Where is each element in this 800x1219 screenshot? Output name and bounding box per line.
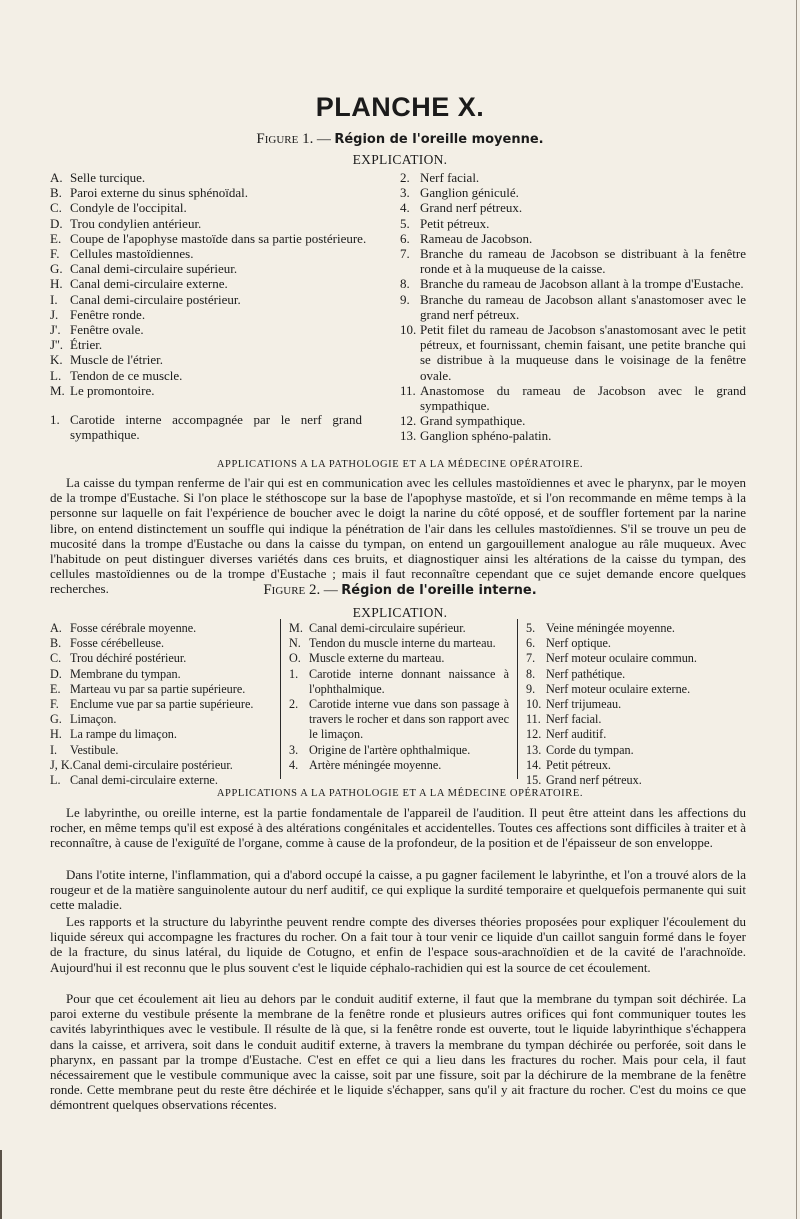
- figure2-dash: —: [323, 583, 338, 598]
- legend-key: F.: [50, 246, 60, 262]
- legend-key: D.: [50, 666, 62, 681]
- legend-item: [526, 743, 746, 758]
- legend-key: 1.: [289, 666, 299, 681]
- legend-item: [526, 697, 746, 712]
- legend-text: Ganglion géniculé.: [420, 185, 519, 201]
- figure2-legend-col2: [289, 621, 509, 773]
- legend-key: 9.: [526, 681, 536, 696]
- legend-item: [50, 170, 390, 185]
- legend-text: Petit filet du rameau de Jacobson s'anastomosant avec le petit pétreux, et fournissant, chemin faisant, une petite branche qui se distribue à la muqueuse dans le voisinage de la fenêtre ovale.: [420, 322, 746, 383]
- legend-item: [50, 636, 272, 651]
- legend-text: Nerf facial.: [546, 712, 602, 727]
- legend-item: [289, 636, 509, 651]
- legend-text: Canal demi-circulaire supérieur.: [309, 621, 466, 635]
- plate-title: PLANCHE X.: [315, 92, 485, 122]
- legend-item: [526, 773, 746, 788]
- figure1-applications-heading: APPLICATIONS A LA PATHOLOGIE ET A LA MÉDECINE OPÉRATOIRE.: [216, 459, 584, 470]
- legend-text: Marteau vu par sa partie supérieure.: [70, 681, 246, 696]
- legend-key: 8.: [400, 276, 410, 292]
- legend-item: [50, 621, 272, 636]
- legend-text: Grand sympathique.: [420, 413, 526, 429]
- legend-item: [526, 651, 746, 666]
- legend-text: Carotide interne donnant naissance à l'ophthalmique.: [309, 666, 509, 696]
- legend-text: Artère méningée moyenne.: [309, 757, 442, 772]
- legend-text: Corde du tympan.: [546, 742, 634, 757]
- legend-key: 1.: [50, 412, 60, 427]
- legend-key: 15.: [526, 773, 542, 788]
- legend-text: Tendon de ce muscle.: [70, 367, 183, 383]
- legend-item: [50, 682, 272, 697]
- legend-text: Grand nerf pétreux.: [420, 200, 523, 216]
- legend-text: Nerf moteur oculaire externe.: [546, 681, 691, 696]
- legend-item: [400, 322, 746, 383]
- legend-key: 7.: [400, 246, 410, 262]
- legend-item: [50, 276, 390, 291]
- legend-key: 5.: [526, 621, 536, 635]
- legend-key: E.: [50, 681, 61, 696]
- figure2-paragraph-4: Pour que cet écoulement ait lieu au dehors par le conduit auditif externe, il faut que la membrane du tympan soit déchirée. La paroi externe du vestibule présente la membrane de la fenêtre ronde et plusieurs autres orifices qui font communiquer toutes les cavités labyrinthiques avec le vestibule. Il résulte de là que, si la fenêtre ronde est ouverte, tout le liquide labyrinthique s'échappera dans la caisse, et arrivera, soit dans le conduit auditif externe, à travers la membrane du tympan déchirée ou perforée, soit dans le pharynx, en passant par la trompe d'Eustache. C'est en effet ce qui a lieu dans les fractures du rocher. Mais pour cela, il faut nécessairement que le vestibule communique avec la caisse, soit par une fissure, soit par la déchirure de la membrane de la fenêtre ronde. Cette membrane peut du reste être déchirée et le liquide s'échapper, sans qu'il y ait fracture du rocher. C'est du moins ce que démontrent quelques observations récentes.: [50, 991, 746, 1113]
- legend-key: 2.: [289, 697, 299, 712]
- legend-text: Petit pétreux.: [420, 215, 490, 231]
- figure1-label: Figure 1.: [256, 131, 314, 147]
- legend-key: 6.: [400, 230, 410, 246]
- legend-key: J''.: [50, 337, 63, 353]
- legend-item: [50, 743, 272, 758]
- legend-item: [50, 712, 272, 727]
- legend-key: 11.: [526, 712, 541, 727]
- figure2-paragraph-1: Le labyrinthe, ou oreille interne, est la partie fondamentale de l'appareil de l'audition. Il peut être atteint dans les affections du rocher, en même temps qu'il est exposé à des altérations congénitales et accidentelles. Toutes ces affections sont difficiles à traiter et à reconnaître, à cause de l'exiguïté de l'organe, comme à cause de la profondeur, de la position et de l'épaisseur de son enveloppe.: [50, 805, 746, 851]
- legend-text: Origine de l'artère ophthalmique.: [309, 742, 471, 757]
- legend-text: Condyle de l'occipital.: [70, 200, 187, 216]
- legend-item: [400, 383, 746, 413]
- legend-item: [289, 651, 509, 666]
- legend-item: [400, 216, 746, 231]
- figure2-title: [0, 582, 800, 599]
- legend-key: 4.: [289, 757, 299, 772]
- legend-text: Anastomose du rameau de Jacobson avec le grand sympathique.: [420, 382, 746, 414]
- legend-text: Canal demi-circulaire postérieur.: [70, 291, 241, 307]
- figure2-heading: Région de l'oreille interne.: [341, 583, 537, 598]
- legend-key: D.: [50, 215, 63, 231]
- legend-text: Selle turcique.: [70, 170, 146, 185]
- legend-item: [526, 682, 746, 697]
- legend-text: Membrane du tympan.: [70, 666, 181, 681]
- legend-item: [50, 758, 272, 773]
- legend-key: N.: [289, 636, 301, 651]
- legend-key: 10.: [400, 322, 417, 338]
- legend-item: [400, 428, 746, 443]
- figure2-paragraph-2: Dans l'otite interne, l'inflammation, qui a d'abord occupé la caisse, a pu gagner facilement le labyrinthe, et l'on a trouvé alors de la rougeur et de la matière sanguinolente autour du nerf auditif, ce qui explique la surdité temporaire et quelquefois permanente qui suit cette maladie.: [50, 867, 746, 913]
- figure1-dash: —: [316, 132, 331, 147]
- legend-key: G.: [50, 712, 62, 727]
- legend-text: Cellules mastoïdiennes.: [70, 246, 194, 262]
- legend-text: Tendon du muscle interne du marteau.: [309, 636, 496, 651]
- legend-text: Limaçon.: [70, 712, 117, 727]
- legend-key: 5.: [400, 215, 410, 231]
- legend-item: [526, 758, 746, 773]
- legend-key: 12.: [526, 727, 542, 742]
- legend-key: 6.: [526, 636, 536, 651]
- legend-text: Canal demi-circulaire postérieur.: [72, 757, 233, 772]
- legend-text: Canal demi-circulaire externe.: [70, 276, 228, 292]
- legend-text: Muscle de l'étrier.: [70, 352, 163, 368]
- legend-key: I.: [50, 291, 58, 307]
- legend-text: Le promontoire.: [70, 382, 155, 398]
- legend-key: H.: [50, 727, 62, 742]
- legend-key: M.: [289, 621, 303, 635]
- legend-item: [289, 743, 509, 758]
- legend-text: Canal demi-circulaire externe.: [70, 773, 218, 788]
- legend-key: H.: [50, 276, 63, 292]
- legend-item: [50, 200, 390, 215]
- figure1-title: [0, 131, 800, 148]
- legend-key: M.: [50, 382, 65, 398]
- legend-text: La rampe du limaçon.: [70, 727, 177, 742]
- legend-item: [289, 667, 509, 697]
- figure1-explication-heading: EXPLICATION.: [352, 152, 448, 167]
- legend-item: [50, 773, 272, 788]
- legend-text: Muscle externe du marteau.: [309, 651, 445, 666]
- legend-key: L.: [50, 367, 62, 383]
- figure2-column-divider-1: [280, 619, 281, 779]
- legend-text: Carotide interne vue dans son passage à travers le rocher et dans son rapport avec le limaçon.: [309, 697, 509, 742]
- legend-key: B.: [50, 185, 62, 201]
- legend-item: [400, 246, 746, 276]
- legend-text: Nerf pathétique.: [546, 666, 626, 681]
- legend-item: [50, 292, 390, 307]
- legend-item: [289, 621, 509, 636]
- legend-item: [289, 697, 509, 743]
- figure2-label: Figure 2.: [263, 582, 321, 598]
- legend-text: Branche du rameau de Jacobson allant à la trompe d'Eustache.: [420, 276, 744, 292]
- legend-text: Carotide interne accompagnée par le nerf grand sympathique.: [70, 412, 362, 443]
- legend-item: [289, 758, 509, 773]
- legend-text: Grand nerf pétreux.: [546, 773, 642, 788]
- legend-text: Coupe de l'apophyse mastoïde dans sa partie postérieure.: [70, 230, 367, 246]
- legend-key: 10.: [526, 697, 542, 712]
- legend-key: 12.: [400, 413, 417, 429]
- legend-item: [526, 667, 746, 682]
- legend-key: A.: [50, 170, 63, 185]
- legend-key: E.: [50, 230, 62, 246]
- legend-key: B.: [50, 636, 62, 651]
- legend-item: [50, 412, 362, 442]
- legend-item: [400, 276, 746, 291]
- legend-item: [50, 185, 390, 200]
- legend-text: Fenêtre ovale.: [70, 322, 144, 338]
- legend-item: [50, 307, 390, 322]
- figure2-explication-heading: EXPLICATION.: [352, 605, 448, 620]
- legend-item: [50, 337, 390, 352]
- legend-key: 3.: [400, 185, 410, 201]
- legend-key: 13.: [400, 428, 417, 444]
- legend-key: O.: [289, 651, 301, 666]
- legend-key: L.: [50, 773, 61, 788]
- figure1-legend-right: [400, 170, 746, 444]
- legend-key: 8.: [526, 666, 536, 681]
- figure2-legend-col1: [50, 621, 272, 788]
- legend-key: J.: [50, 306, 59, 322]
- legend-item: [50, 261, 390, 276]
- legend-item: [400, 185, 746, 200]
- legend-key: 13.: [526, 742, 542, 757]
- legend-item: [50, 246, 390, 261]
- legend-item: [50, 368, 390, 383]
- legend-item: [400, 200, 746, 215]
- legend-item: [526, 621, 746, 636]
- legend-item: [400, 231, 746, 246]
- legend-key: C.: [50, 200, 62, 216]
- legend-key: 4.: [400, 200, 410, 216]
- legend-key: J, K.: [50, 757, 73, 772]
- legend-text: Branche du rameau de Jacobson allant s'anastomoser avec le grand nerf pétreux.: [420, 291, 746, 322]
- legend-text: Trou déchiré postérieur.: [70, 651, 187, 666]
- legend-key: 7.: [526, 651, 536, 666]
- legend-item: [400, 413, 746, 428]
- figure1-legend-carotide: [50, 412, 362, 442]
- legend-text: Nerf optique.: [546, 636, 611, 651]
- legend-item: [50, 727, 272, 742]
- legend-item: [50, 667, 272, 682]
- legend-text: Nerf facial.: [420, 170, 480, 185]
- legend-text: Nerf trijumeau.: [546, 697, 622, 712]
- legend-item: [50, 322, 390, 337]
- legend-item: [400, 292, 746, 322]
- legend-key: 3.: [289, 742, 299, 757]
- legend-item: [526, 727, 746, 742]
- legend-item: [526, 712, 746, 727]
- legend-text: Fosse cérébrale moyenne.: [70, 621, 197, 635]
- legend-text: Canal demi-circulaire supérieur.: [70, 261, 238, 277]
- legend-text: Paroi externe du sinus sphénoïdal.: [70, 185, 248, 201]
- legend-text: Nerf auditif.: [546, 727, 607, 742]
- legend-key: K.: [50, 352, 63, 368]
- figure2-legend-col3: [526, 621, 746, 788]
- legend-text: Petit pétreux.: [546, 757, 611, 772]
- legend-text: Vestibule.: [70, 742, 119, 757]
- legend-key: G.: [50, 261, 63, 277]
- legend-item: [50, 231, 390, 246]
- legend-text: Ganglion sphéno-palatin.: [420, 428, 552, 444]
- legend-text: Veine méningée moyenne.: [546, 621, 675, 635]
- figure1-legend-left: [50, 170, 390, 398]
- legend-key: 11.: [400, 382, 416, 398]
- legend-text: Enclume vue par sa partie supérieure.: [70, 697, 254, 712]
- legend-text: Fenêtre ronde.: [70, 306, 146, 322]
- figure1-paragraph: La caisse du tympan renferme de l'air qui est en communication avec les cellules mastoïdiennes et avec le pharynx, par le moyen de la trompe d'Eustache. Si l'on place le stéthoscope sur la base de l'apophyse mastoïde, et si l'on recommande en même temps à la personne sur laquelle on fait l'expérience de boucher avec le doigt la narine du côté opposé, et de souffler fortement par la narine libre, on entend distinctement un souffle qui indique la pénétration de l'air dans les cellules mastoïdiennes. S'il se trouve un peu de mucosité dans la trompe d'Eustache ou dans la caisse du tympan, on entend un gargouillement analogue au râle muqueux. Avec l'habitude on peut distinguer diverses variétés dans ces bruits, et diagnostiquer ainsi les altérations de la caisse du tympan, des cellules mastoïdiennes ou de la trompe d'Eustache ; mais il faut reconnaître cependant que ce sujet demande encore quelques recherches.: [50, 475, 746, 597]
- legend-item: [50, 697, 272, 712]
- legend-item: [50, 383, 390, 398]
- legend-text: Branche du rameau de Jacobson se distribuant à la fenêtre ronde et à la muqueuse de la caisse.: [420, 246, 746, 277]
- legend-key: 2.: [400, 170, 410, 185]
- legend-text: Fosse cérébelleuse.: [70, 636, 165, 651]
- legend-text: Rameau de Jacobson.: [420, 230, 533, 246]
- figure2-column-divider-2: [517, 619, 518, 779]
- legend-key: 14.: [526, 757, 542, 772]
- binding-edge-mark: [0, 1150, 2, 1219]
- figure2-applications-heading: APPLICATIONS A LA PATHOLOGIE ET A LA MÉDECINE OPÉRATOIRE.: [216, 788, 584, 799]
- legend-key: C.: [50, 651, 62, 666]
- legend-key: I.: [50, 742, 58, 757]
- legend-item: [400, 170, 746, 185]
- legend-text: Étrier.: [70, 337, 103, 353]
- legend-item: [50, 352, 390, 367]
- figure1-heading: Région de l'oreille moyenne.: [334, 132, 544, 147]
- legend-text: Nerf moteur oculaire commun.: [546, 651, 697, 666]
- legend-key: J'.: [50, 322, 61, 338]
- legend-key: 9.: [400, 291, 410, 307]
- legend-key: A.: [50, 621, 62, 635]
- legend-key: F.: [50, 697, 59, 712]
- legend-text: Trou condylien antérieur.: [70, 215, 202, 231]
- legend-item: [50, 651, 272, 666]
- legend-item: [50, 216, 390, 231]
- legend-item: [526, 636, 746, 651]
- figure2-paragraph-3: Les rapports et la structure du labyrinthe peuvent rendre compte des diverses théories proposées pour expliquer l'écoulement du liquide séreux qui accompagne les fractures du rocher. On a fait tour à tour venir ce liquide d'un caillot sanguin formé dans le foyer de la fracture, du sinus latéral, du liquide de Cotugno, et enfin de l'espace sous-arachnoïdien et de la cavité de l'arachnoïde. Aujourd'hui il est reconnu que le plus souvent c'est le liquide céphalo-rachidien qui est la source de cet écoulement.: [50, 914, 746, 975]
